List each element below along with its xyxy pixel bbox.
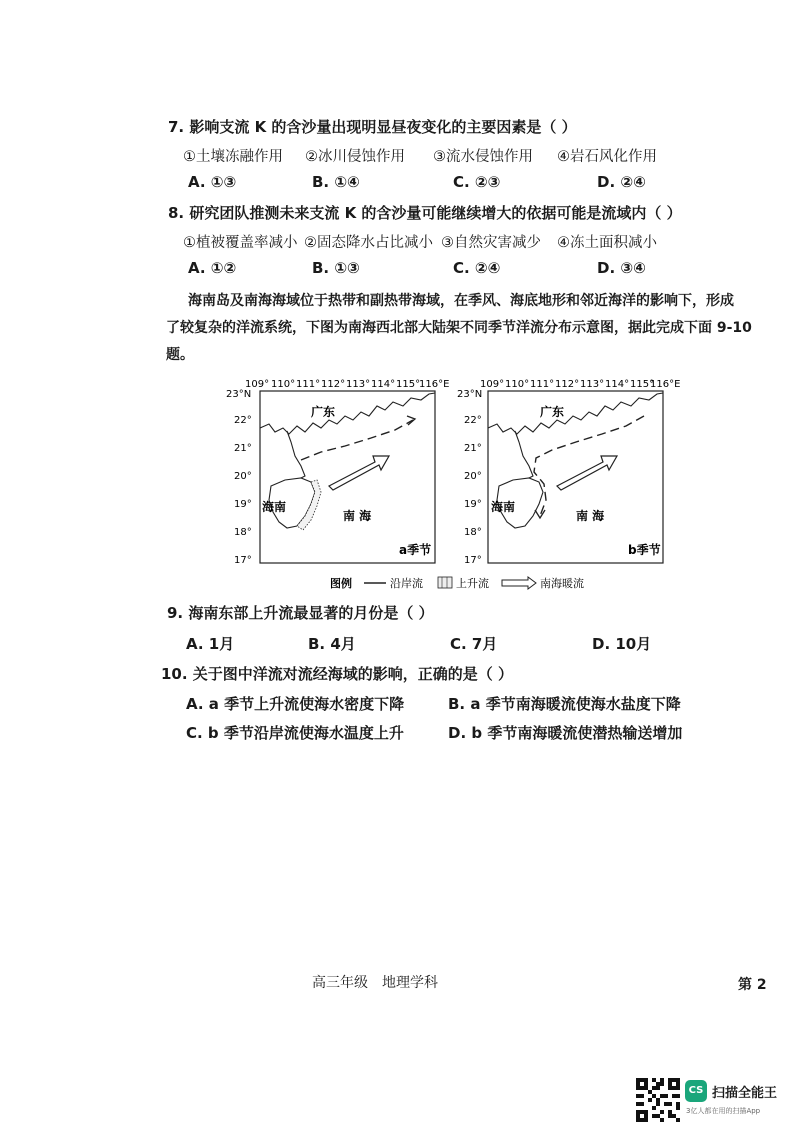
- map-a-peninsula: [287, 431, 305, 480]
- map-a-lon-110: 110°: [271, 379, 296, 390]
- q7-item-2: ②冰川侵蚀作用: [305, 149, 405, 165]
- watermark-tagline: 3亿人都在用的扫描App: [686, 1107, 761, 1115]
- q10-option-c: C. b 季节沿岸流使海水温度上升: [186, 724, 404, 742]
- map-a-lon-111: 111°: [296, 379, 321, 390]
- map-a-label-guangdong: 广东: [311, 405, 336, 419]
- map-a-caption: a季节: [399, 543, 432, 557]
- map-b-peninsula: [515, 431, 533, 480]
- map-a-label-sea: 南 海: [343, 509, 372, 523]
- legend-upwelling-swatch: [438, 577, 452, 588]
- map-b-lat-17: 17°: [464, 555, 482, 566]
- q10-option-d: D. b 季节南海暖流使潜热输送增加: [448, 724, 683, 742]
- camscanner-logo-icon: CS: [685, 1080, 707, 1102]
- q7-option-d: D. ②④: [597, 173, 646, 191]
- map-b-lon-111: 111°: [530, 379, 555, 390]
- watermark-app-name: 扫描全能王: [712, 1086, 778, 1101]
- map-b-warm-current-arrow: [557, 456, 617, 490]
- figure-legend: [330, 574, 670, 592]
- map-a-lon-113: 113°: [346, 379, 371, 390]
- map-a: [225, 376, 450, 568]
- q8-option-d: D. ③④: [597, 259, 646, 277]
- map-a-label-hainan: 海南: [262, 500, 287, 514]
- footer-page-number: 第 2: [738, 977, 767, 993]
- map-b-lat-19: 19°: [464, 499, 482, 510]
- map-b-lon-112: 112°: [555, 379, 580, 390]
- map-b-label-hainan: 海南: [491, 500, 516, 514]
- map-a-lat-22: 22°: [234, 415, 252, 426]
- map-a-lon-114: 114°: [371, 379, 396, 390]
- q8-item-1: ①植被覆盖率减小: [183, 235, 298, 251]
- q7-item-1: ①土壤冻融作用: [183, 149, 283, 165]
- map-a-lat-20: 20°: [234, 471, 252, 482]
- map-b-lat-21: 21°: [464, 443, 482, 454]
- map-a-lat-17: 17°: [234, 555, 252, 566]
- q9-option-c: C. 7月: [450, 635, 498, 653]
- map-a-lat-18: 18°: [234, 527, 252, 538]
- q10-option-a: A. a 季节上升流使海水密度下降: [186, 695, 405, 713]
- legend-warm: 南海暖流: [540, 577, 584, 590]
- map-b-lon-113: 113°: [580, 379, 605, 390]
- map-a-lon-115: 115°: [396, 379, 421, 390]
- q7-item-3: ③流水侵蚀作用: [433, 149, 533, 165]
- q9-option-d: D. 10月: [592, 635, 652, 653]
- map-b-lat-18: 18°: [464, 527, 482, 538]
- q7-option-b: B. ①④: [312, 173, 360, 191]
- map-b-coastal-current: [534, 416, 644, 516]
- q7-option-c: C. ②③: [453, 173, 501, 191]
- map-b-coastal-arrowhead: [535, 510, 545, 518]
- q8-option-b: B. ①③: [312, 259, 360, 277]
- legend-warm-arrow: [502, 577, 536, 589]
- q9-option-b: B. 4月: [308, 635, 356, 653]
- map-b-lat-23: 23°N: [457, 389, 483, 400]
- map-a-lon-116: 116°E: [419, 379, 450, 390]
- map-a-lat-21: 21°: [234, 443, 252, 454]
- map-b-caption: b季节: [628, 543, 661, 557]
- map-b-lon-116: 116°E: [650, 379, 681, 390]
- map-b-label-guangdong: 广东: [540, 405, 565, 419]
- map-b-lon-110: 110°: [505, 379, 530, 390]
- intro-line-3: 题。: [166, 347, 194, 363]
- q8-option-c: C. ②④: [453, 259, 501, 277]
- map-b-label-sea: 南 海: [576, 509, 605, 523]
- footer-grade-subject: 高三年级 地理学科: [312, 975, 438, 991]
- map-a-lat-19: 19°: [234, 499, 252, 510]
- q7-option-a: A. ①③: [188, 173, 237, 191]
- map-b-lat-22: 22°: [464, 415, 482, 426]
- map-a-lat-23: 23°N: [226, 389, 252, 400]
- map-b-lon-114: 114°: [605, 379, 630, 390]
- q8-item-4: ④冻土面积减小: [557, 235, 657, 251]
- map-a-lon-112: 112°: [321, 379, 346, 390]
- q10-stem: 10. 关于图中洋流对流经海域的影响，正确的是（ ）: [161, 665, 514, 683]
- map-b-lat-20: 20°: [464, 471, 482, 482]
- q8-stem: 8. 研究团队推测未来支流 K 的含沙量可能继续增大的依据可能是流域内（ ）: [168, 204, 682, 222]
- legend-upwelling: 上升流: [456, 577, 489, 590]
- intro-line-1: 海南岛及南海海域位于热带和副热带海域，在季风、海底地形和邻近海洋的影响下，形成: [188, 293, 734, 309]
- map-a-mainland-coast: [260, 393, 435, 434]
- qr-code-icon: [636, 1078, 680, 1122]
- q8-option-a: A. ①②: [188, 259, 237, 277]
- map-b-lon-109: 109°: [480, 379, 505, 390]
- q9-option-a: A. 1月: [186, 635, 235, 653]
- q7-stem: 7. 影响支流 K 的含沙量出现明显昼夜变化的主要因素是（ ）: [168, 118, 577, 136]
- legend-coastal: 沿岸流: [390, 577, 423, 590]
- q8-item-2: ②固态降水占比减小: [304, 235, 433, 251]
- q9-stem: 9. 海南东部上升流最显著的月份是（ ）: [167, 604, 434, 622]
- intro-line-2: 了较复杂的洋流系统，下图为南海西北部大陆架不同季节洋流分布示意图，据此完成下面 9-10: [166, 320, 752, 336]
- q7-item-4: ④岩石风化作用: [557, 149, 657, 165]
- q8-item-3: ③自然灾害减少: [441, 235, 541, 251]
- map-b: [456, 376, 681, 568]
- legend-title: 图例: [330, 577, 352, 590]
- map-b-mainland-coast: [488, 393, 663, 434]
- map-b-lon-115: 115°: [630, 379, 655, 390]
- q10-option-b: B. a 季节南海暖流使海水盐度下降: [448, 695, 681, 713]
- map-a-lon-109: 109°: [245, 379, 270, 390]
- map-a-warm-current-arrow: [329, 456, 389, 490]
